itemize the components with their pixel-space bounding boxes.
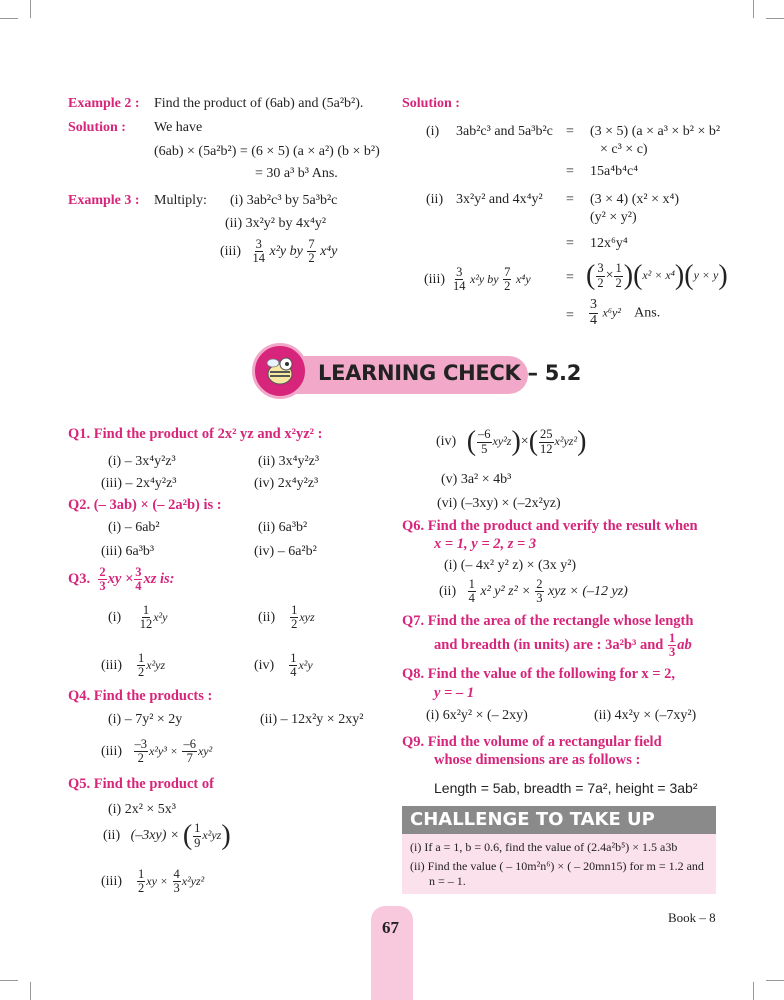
q7-title: Q7. Find the area of the rectangle whose length [402,613,694,629]
q5-title: Q5. Find the product of [68,776,214,792]
q3-option-iii: (iii) $\frac{1}{2}$ x²yz [101,651,166,680]
challenge-item-ii-cont: n = – 1. [429,874,466,888]
q1-option-i: (i) – 3x⁴y²z³ [108,454,176,469]
q3-option-iv: (iv) $\frac{1}{4}$ x²y [254,651,313,680]
right-sol-ii-step-1: (3 × 4) (x² × x⁴) [590,192,680,207]
right-sol-iii-result: $\frac{3}{4}$ x⁶y² Ans. [590,297,661,328]
example-2-question: Find the product of (6ab) and (5a²b²). [154,96,364,111]
q9-title-line-2: whose dimensions are as follows : [434,752,641,768]
q4-title: Q4. Find the products : [68,688,213,704]
q1-option-iv: (iv) 2x⁴y²z³ [254,476,319,491]
right-sol-equals: = [566,192,574,207]
trim-mark [0,980,18,981]
right-sol-i-result: 15a⁴b⁴c⁴ [590,164,639,179]
example-3-part-ii: (ii) 3x²y² by 4x⁴y² [225,216,327,231]
right-sol-iii-left: (iii) $\frac{3}{14}$ x²y by $\frac{7}{2}$ x⁴y [424,265,531,294]
q2-option-ii: (ii) 6a³b² [258,520,308,535]
trim-mark [766,980,784,981]
example-3-label: Example 3 : [68,193,140,208]
trim-mark [30,982,31,1000]
right-sol-ii-step-2: (y² × y²) [590,210,637,225]
trim-mark [753,982,754,1000]
right-sol-equals: = [566,270,574,285]
q5-option-iv: (iv) ( $\frac{-6}{5}$ xy²z)×( $\frac{25}{12}$ x²yz²) [436,426,587,457]
trim-mark [0,18,18,19]
challenge-item-ii: (ii) Find the value ( – 10m²n⁶) × ( – 20mn15) for m = 1.2 and [410,859,704,873]
example-2-we-have: We have [154,120,203,135]
q1-option-ii: (ii) 3x⁴y²z³ [258,454,320,469]
page-number: 67 [382,918,399,937]
q6-title: Q6. Find the product and verify the result when [402,518,698,534]
right-sol-i-step-1: (3 × 5) (a × a³ × b² × b² [590,124,721,139]
example-2-line-2: = 30 a³ b³ Ans. [255,166,338,181]
q7-title-dimensions: and breadth (in units) are : 3a²b³ and $\frac{1}{3}$ ab [434,631,692,660]
q6-title-values: x = 1, y = 2, z = 3 [434,536,537,552]
q2-title: Q2. (– 3ab) × (– 2a²b) is : [68,497,222,513]
book-label: Book – 8 [668,910,716,925]
q9-dimensions: Length = 5ab, breadth = 7a², height = 3ab² [434,780,698,796]
q1-option-iii: (iii) – 2x⁴y²z³ [101,476,177,491]
example-3-multiply: Multiply: [154,193,207,208]
right-sol-equals: = [566,164,574,179]
q3-option-i: (i) $\frac{1}{12}$ x²y [108,603,168,632]
right-sol-ii-result: 12x⁶y⁴ [590,236,628,251]
q4-option-iii: (iii) $\frac{-3}{2}$ x²y³ × $\frac{-6}{7}$ xy² [101,737,213,766]
right-sol-i-left: 3ab²c³ and 5a³b²c [456,124,553,139]
challenge-item-i: (i) If a = 1, b = 0.6, find the value of (2.4a²b⁵) × 1.5 a3b [410,840,678,854]
right-sol-ii-label: (ii) [426,192,444,207]
q6-option-ii: (ii) $\frac{1}{4}$ x² y² z² × $\frac{2}{3}$ xyz × (–12 yz) [439,577,628,606]
example-2-solution-label: Solution : [68,120,126,135]
q5-option-i: (i) 2x² × 5x³ [108,802,177,817]
trim-mark [30,0,31,18]
right-sol-equals: = [566,308,574,323]
q8-option-i: (i) 6x²y² × (– 2xy) [426,708,528,723]
q2-option-iv: (iv) – 6a²b² [254,544,317,559]
q8-option-ii: (ii) 4x²y × (–7xy²) [594,708,697,723]
q3-title: Q3. $\frac{2}{3}$ xy × $\frac{3}{4}$ xz is: [68,565,175,594]
q4-option-i: (i) – 7y² × 2y [108,712,183,727]
q5-option-ii: (ii) (–3xy) × ( $\frac{1}{9}$ x²yz) [103,820,231,851]
q4-option-ii: (ii) – 12x²y × 2xy² [260,712,364,727]
trim-mark [753,0,754,18]
right-sol-equals: = [566,124,574,139]
trim-mark [766,18,784,19]
right-sol-i-step-2: × c³ × c) [600,142,648,157]
q5-option-vi: (vi) (–3xy) × (–2x²yz) [437,496,561,511]
q9-title: Q9. Find the volume of a rectangular field [402,734,662,750]
q6-option-i: (i) (– 4x² y² z) × (3x y²) [444,558,577,573]
q5-option-v: (v) 3a² × 4b³ [441,472,512,487]
right-sol-equals: = [566,236,574,251]
q8-title: Q8. Find the value of the following for x = 2, [402,666,676,682]
example-3-part-i: (i) 3ab²c³ by 5a³b²c [230,193,338,208]
q1-title: Q1. Find the product of 2x² yz and x²yz² : [68,426,323,442]
challenge-title: CHALLENGE TO TAKE UP [402,806,716,834]
q5-option-iii: (iii) $\frac{1}{2}$ xy × $\frac{4}{3}$ x²yz² [101,867,205,896]
right-sol-ii-left: 3x²y² and 4x⁴y² [456,192,543,207]
challenge-box [402,834,716,894]
q2-option-i: (i) – 6ab² [108,520,160,535]
example-2-label: Example 2 : [68,96,140,111]
q8-title-value: y = – 1 [434,685,475,701]
right-sol-iii-step-1: ( $\frac{3}{2}$ × $\frac{1}{2}$ )(x² × x⁴)(y × y) [586,260,728,291]
q2-option-iii: (iii) 6a³b³ [101,544,155,559]
q3-option-ii: (ii) $\frac{1}{2}$ xyz [258,603,315,632]
learning-check-title: LEARNING CHECK – 5.2 [318,361,582,385]
example-3-part-iii: (iii) $\frac{3}{14}$ x²y by $\frac{7}{2}$ x⁴y [220,237,338,266]
example-2-line-1: (6ab) × (5a²b²) = (6 × 5) (a × a²) (b × b²) [154,144,380,159]
right-solution-label: Solution : [402,96,460,111]
right-sol-i-label: (i) [426,124,440,139]
mascot-icon [252,343,308,399]
